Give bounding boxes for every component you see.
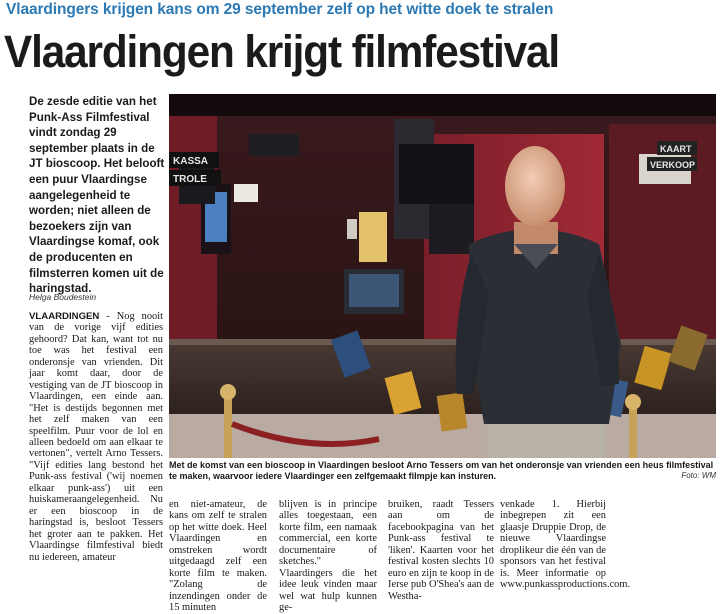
column-1-text: - Nog nooit van de vorige vijf edities gehoord? Dat kan, want tot nu toe was het festival een onderonsje van vrienden. Dit jaar komt daar, door de vestiging van de JT bioscoop in Vlaardingen, een einde aan. "Het is destijds begonnen met het zelf maken van een speelfilm. Puur voor de lol en alleen bedoeld om aan elkaar te vertonen", vertelt Arno Tessers. "Vijf edities lang bestond het Punk-ass festival ('wij noemen elkaar punk-ass') uit een huiskameraangelegenheid. Nu er een bioscoop in de haringstad is, besloot Tessers het groter aan te pakken. Het Vlaardingse filmfestival biedt nu iedereen, amateur (29, 311, 163, 563)
sign-controle: TROLE (173, 174, 207, 185)
dateline: VLAARDINGEN (29, 311, 100, 322)
column-2-text: en niet-amateur, de kans om zelf te stralen op het witte doek. Heel Vlaardingen en omstreken wordt uitgedaagd zelf een korte film te maken. "Zolang de inzendingen onder de 15 minuten (169, 499, 267, 614)
article-column-5 (500, 499, 631, 591)
article-column-4 (388, 499, 494, 602)
article-intro (29, 94, 165, 297)
article-photo (169, 94, 716, 458)
cinema-lobby-photo (169, 94, 716, 458)
sign-kassa: KASSA (173, 156, 209, 167)
column-5-text: venkade 1. Hierbij inbegrepen zit een glaasje Druppie Drop, de nieuwe Vlaardingse droplikeur die één van de sponsors van het festival is. Meer informatie op www.punkassproductions.com. (500, 499, 631, 591)
article-byline: Helga Boudestein (29, 292, 97, 302)
column-4-text: bruiken, raadt Tessers aan om de facebookpagina van het Punk-ass festival te 'liken'. Kaarten voor het festival kosten slechts 10 euro en zijn te koop in de Ierse pub O'Shea's aan de Westha- (388, 499, 494, 602)
photo-credit: Foto: WM (681, 471, 716, 480)
sign-kaart: KAART (660, 144, 692, 154)
photo-caption: Met de komst van een bioscoop in Vlaardingen besloot Arno Tessers om van het onderonsje van vrienden een heus filmfestival te maken, waarvoor iedere Vlaardinger een zelfgemaakt filmpje kan insturen. (169, 460, 714, 481)
article-headline: Vlaardingen krijgt filmfestival (4, 26, 560, 77)
column-3-text: blijven is in principe alles toegestaan, een korte film, een namaak commercial, een korte documentaire of sketches." Vlaardingers die het idee leuk vinden maar wel wat hulp kunnen ge- (279, 499, 377, 614)
intro-text: De zesde editie van het Punk-Ass Filmfestival vindt zondag 29 september plaats in de JT bioscoop. Het belooft een puur Vlaardingse aangelegenheid te worden; niet alleen de bezoekers zijn van Vlaardingse komaf, ook de producenten en filmsterren komen uit de haringstad. (29, 95, 165, 296)
article-kicker: Vlaardingers krijgen kans om 29 september zelf op het witte doek te stralen (6, 1, 554, 18)
article-column-1 (29, 311, 163, 563)
article-column-3 (279, 499, 377, 614)
sign-verkoop: VERKOOP (650, 160, 696, 170)
article-column-2 (169, 499, 267, 614)
